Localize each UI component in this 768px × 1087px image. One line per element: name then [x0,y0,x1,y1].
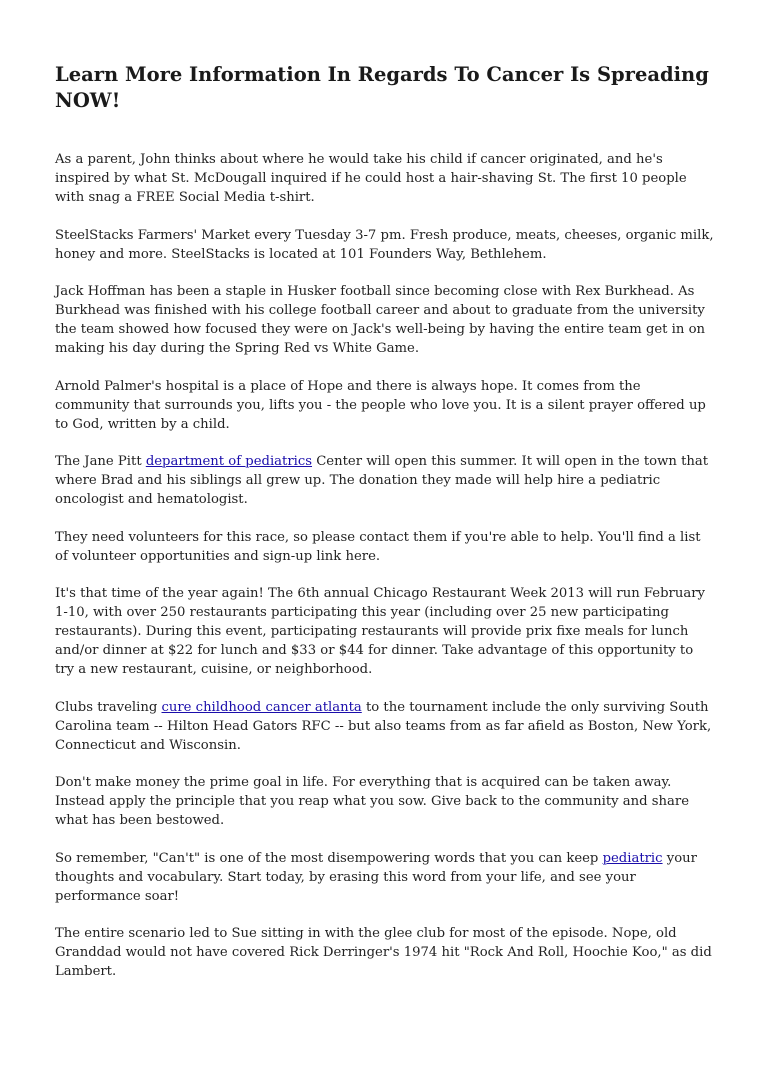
paragraph-money-goal: Don't make money the prime goal in life. For everything that is acquired can be taken away. Instead apply the principle that you reap what you sow. Give back to the community and share what has been bestowed. [55,775,690,828]
paragraph-jack-hoffman: Jack Hoffman has been a staple in Husker football since becoming close with Rex Burkhead. As Burkhead was finished with his college football career and about to graduate from the university the team showed how focused they were on Jack's well-being by having the entire team get in on making his day during the Spring Red vs White Game. [55,284,706,356]
paragraph-text: Clubs traveling [55,699,162,715]
paragraph-cant [55,849,716,906]
paragraph-jane-pitt [55,452,716,509]
paragraph-arnold-palmer: Arnold Palmer's hospital is a place of Hope and there is always hope. It comes from the community that surrounds you, lifts you - the people who love you. It is a silent prayer offered up to God, written by a child. [55,378,706,432]
paragraph-john-parent: As a parent, John thinks about where he would take his child if cancer originated, and he's inspired by what St. McDougall inquired if he could host a hair-shaving St. The first 10 people with snag a FREE Social Media t-shirt. [55,152,687,205]
link-cure-childhood-cancer-atlanta[interactable]: cure childhood cancer atlanta [161,699,362,715]
paragraph-glee-club: The entire scenario led to Sue sitting in with the glee club for most of the episode. Nope, old Granddad would not have covered Rick Derringer's 1974 hit "Rock And Roll, Hoochie Koo," as did Lambert. [55,926,712,979]
paragraph-text: Center will open this summer. It will open in the town that where Brad and his siblings all grew up. The donation they made will help hire a pediatric oncologist and hematologist. [55,454,709,507]
paragraph-text: to the tournament include the only surviving South Carolina team -- Hilton Head Gators RFC -- but also teams from as far afield as Boston, New York, Connecticut and Wisconsin. [55,699,712,753]
paragraph-text: The Jane Pitt [55,454,146,469]
link-department-of-pediatrics[interactable]: department of pediatrics [145,454,313,469]
paragraph-steelstacks-market: SteelStacks Farmers' Market every Tuesday 3-7 pm. Fresh produce, meats, cheeses, organic milk, honey and more. SteelStacks is located at 101 Founders Way, Bethlehem. [55,227,714,262]
paragraph-restaurant-week: It's that time of the year again! The 6th annual Chicago Restaurant Week 2013 will run February 1-10, with over 250 restaurants participating this year (including over 25 new participating restaurants). During this event, participating restaurants will provide prix fixe meals for lunch and/or dinner at $22 for lunch and $33 or $44 for dinner. Take advantage of this opportunity to try a new restaurant, cuisine, or neighborhood. [55,586,705,677]
document-title: Learn More Information In Regards To Cancer Is Spreading NOW! [55,63,709,112]
link-pediatric[interactable]: pediatric [602,850,663,866]
paragraph-clubs-traveling [55,698,716,755]
paragraph-text: your thoughts and vocabulary. Start today, by erasing this word from your life, and see your performance soar! [55,850,697,904]
paragraph-volunteers: They need volunteers for this race, so please contact them if you're able to help. You'll find a list of volunteer opportunities and sign-up link here. [55,529,701,564]
paragraph-text: So remember, "Can't" is one of the most disempowering words that you can keep [55,850,603,866]
